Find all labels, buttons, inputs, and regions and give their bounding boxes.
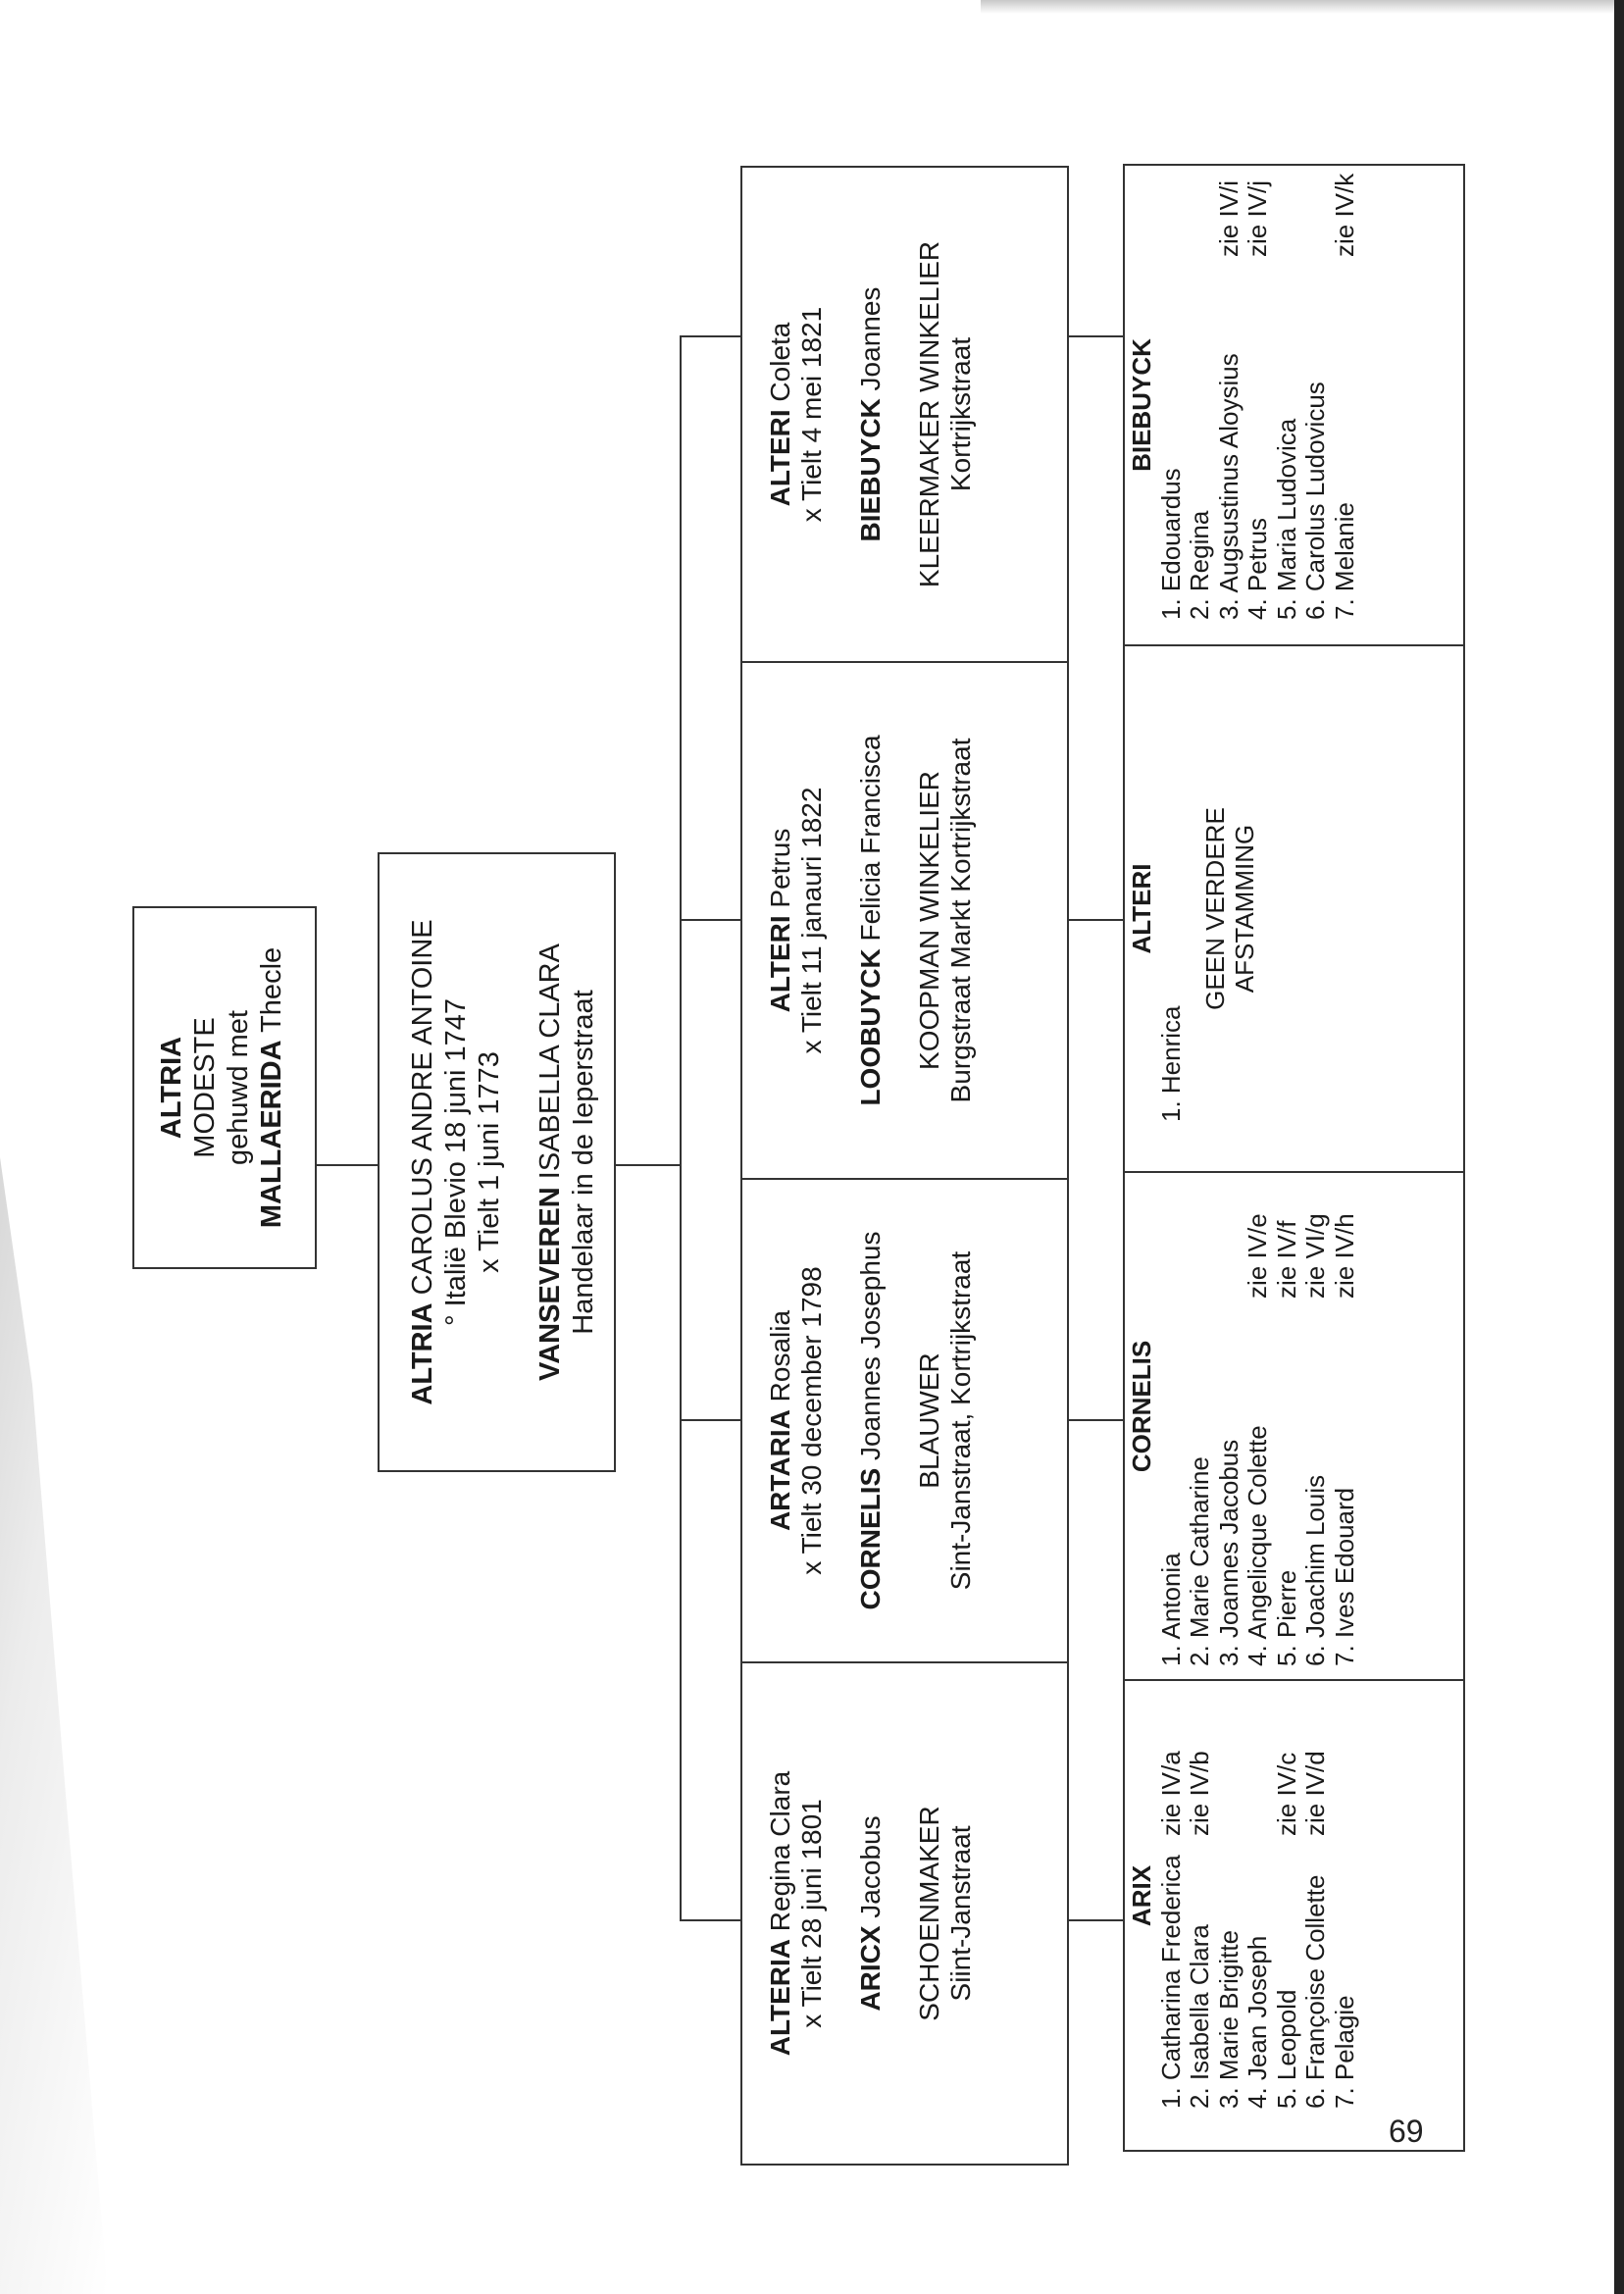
connector-gen3-bar xyxy=(680,335,682,1921)
gen3-2-spouse-surname: CORNELIS xyxy=(855,1467,886,1610)
connector-gen2-trunk xyxy=(616,1164,681,1166)
child-row xyxy=(1301,166,1331,620)
gen4-2-family-name: CORNELIS xyxy=(1127,1340,1156,1473)
gen3-1-married: x Tielt 28 juni 1801 xyxy=(796,1799,827,2028)
child-row xyxy=(1215,166,1244,620)
child-name: 5. Maria Ludovica xyxy=(1271,418,1301,620)
connector-gen3-drop-4 xyxy=(680,335,740,337)
child-ref: zie IV/i xyxy=(1213,179,1243,257)
gen3-3-married: x Tielt 11 janauri 1822 xyxy=(796,787,827,1054)
gen3-3-spouse-first: Felicia Francisca xyxy=(855,735,886,942)
root-surname: ALTRIA xyxy=(156,1036,187,1140)
gen3-couple-3 xyxy=(765,663,977,1178)
child-name: 5. Pierre xyxy=(1271,1569,1301,1666)
gen2-born: ° Italië Blevio 18 juni 1747 xyxy=(440,997,472,1327)
child-row xyxy=(1186,1173,1215,1666)
gen4-family-4 xyxy=(1128,166,1359,644)
gen3-2-address: Sint-Janstraat, Kortrijkstraat xyxy=(945,1250,976,1591)
child-ref: zie IV/e xyxy=(1243,1213,1272,1299)
child-row xyxy=(1273,1681,1302,2109)
connector-gen3-drop-1 xyxy=(680,1919,740,1921)
child-name: 3. Joannes Jacobus xyxy=(1213,1439,1243,1666)
gen4-3-family-name: ALTERI xyxy=(1127,863,1156,954)
gen3-3-surname: ALTERI xyxy=(765,915,795,1013)
child-row xyxy=(1186,1681,1215,2109)
child-row xyxy=(1243,1681,1273,2109)
root-spouse-surname: MALLAERIDA xyxy=(256,1040,287,1229)
child-name: 2. Isabella Clara xyxy=(1185,1924,1214,2109)
gen3-4-surname: ALTERI xyxy=(765,409,795,507)
root-first-name: MODESTE xyxy=(189,1017,221,1158)
connector-gen4-3 xyxy=(1069,919,1123,921)
gen3-1-first: Regina Clara xyxy=(765,1770,795,1932)
gen3-4-spouse-surname: BIEBUYCK xyxy=(855,398,886,542)
gen3-2-married: x Tielt 30 december 1798 xyxy=(796,1266,827,1575)
gen3-couple-4 xyxy=(765,168,977,661)
child-row xyxy=(1273,1173,1302,1666)
gen3-3-address: Burgstraat Markt Kortrijkstraat xyxy=(945,738,976,1103)
child-name: 7. Ives Edouard xyxy=(1329,1487,1359,1666)
gen3-1-spouse-surname: ARICX xyxy=(855,1925,886,2012)
child-ref: zie IV/c xyxy=(1271,1752,1301,1836)
gen3-1-surname: ALTERIA xyxy=(765,1938,795,2057)
child-ref: zie IV/a xyxy=(1155,1751,1186,1836)
child-name: 1. Edouardus xyxy=(1155,468,1186,620)
gen4-4-family-name: BIEBUYCK xyxy=(1127,338,1156,472)
child-row xyxy=(1331,166,1360,620)
root-couple-box xyxy=(132,906,317,1269)
gen2-surname: ALTRIA xyxy=(407,1302,438,1405)
child-name: 1. Henrica xyxy=(1155,1005,1186,1122)
gen4-family-1 xyxy=(1128,1681,1359,2150)
child-ref: zie IV/k xyxy=(1329,173,1359,257)
connector-gen4-2 xyxy=(1069,1419,1123,1421)
child-ref: zie IV/j xyxy=(1243,179,1272,257)
gen3-4-address: Kortrijkstraat xyxy=(945,336,976,492)
gen2-couple-box xyxy=(378,852,616,1472)
child-row xyxy=(1157,1173,1187,1666)
child-row xyxy=(1186,166,1215,620)
child-name: 2. Regina xyxy=(1185,510,1214,620)
gen3-1-address: Siint-Janstraat xyxy=(945,1825,976,2002)
child-name: 3. Marie Brigitte xyxy=(1213,1929,1243,2109)
connector-root-gen2 xyxy=(317,1164,378,1166)
gen3-2-occupation: BLAUWER xyxy=(914,1352,944,1489)
gen2-spouse-first: ISABELLA CLARA xyxy=(534,943,566,1180)
connector-gen3-drop-3 xyxy=(680,919,740,921)
root-married-label: gehuwd met xyxy=(223,1010,254,1165)
gen3-couple-1 xyxy=(765,1663,977,2164)
child-row xyxy=(1301,1173,1331,1666)
gen3-1-spouse-first: Jacobus xyxy=(855,1815,886,1918)
child-row xyxy=(1157,166,1187,620)
child-row xyxy=(1215,1681,1244,2109)
gen3-3-occupation: KOOPMAN WINKELIER xyxy=(914,771,944,1070)
gen3-3-spouse-surname: LOOBUYCK xyxy=(855,948,886,1106)
gen4-1-family-name: ARIX xyxy=(1127,1864,1156,1927)
child-name: 1. Catharina Frederica xyxy=(1155,1855,1186,2109)
gen3-2-surname: ARTARIA xyxy=(765,1409,795,1532)
child-row xyxy=(1157,646,1187,1122)
no-descendants-note: AFSTAMMING xyxy=(1229,824,1259,994)
gen3-couple-2 xyxy=(765,1180,977,1661)
gen2-married: x Tielt 1 juni 1773 xyxy=(474,1051,505,1273)
gen3-4-first: Coleta xyxy=(765,322,795,402)
child-row xyxy=(1331,1173,1360,1666)
child-name: 3. Augsustinus Aloysius xyxy=(1213,353,1243,620)
gen3-3-first: Petrus xyxy=(765,828,795,908)
connector-gen4-4 xyxy=(1069,335,1123,337)
child-row xyxy=(1215,1173,1244,1666)
child-name: 5. Leopold xyxy=(1271,1989,1301,2109)
child-name: 2. Marie Catharine xyxy=(1185,1456,1214,1666)
child-row xyxy=(1273,166,1302,620)
gen3-4-occupation: KLEERMAKER WINKELIER xyxy=(914,240,944,588)
gen2-name: CAROLUS ANDRE ANTOINE xyxy=(407,919,438,1296)
child-ref: zie IV/b xyxy=(1185,1751,1214,1836)
gen4-family-2 xyxy=(1128,1173,1359,1679)
child-row xyxy=(1243,166,1273,620)
connector-gen4-1 xyxy=(1069,1919,1123,1921)
child-name: 4. Angelicque Colette xyxy=(1243,1425,1272,1666)
gen3-2-spouse-first: Joannes Josephus xyxy=(855,1231,886,1461)
child-name: 7. Melanie xyxy=(1329,502,1359,620)
child-name: 6. Carolus Ludovicus xyxy=(1300,382,1330,620)
child-ref: zie VI/g xyxy=(1300,1213,1330,1299)
gen3-4-spouse-first: Joannes xyxy=(855,286,886,391)
child-name: 6. Joachim Louis xyxy=(1300,1474,1330,1666)
child-row xyxy=(1301,1681,1331,2109)
gen2-occupation: Handelaar in de Ieperstraat xyxy=(568,990,599,1335)
gen3-1-occupation: SCHOENMAKER xyxy=(914,1806,944,2021)
child-name: 7. Pelagie xyxy=(1329,1995,1359,2109)
child-ref: zie IV/f xyxy=(1271,1220,1301,1299)
gen3-4-married: x Tielt 4 mei 1821 xyxy=(796,306,827,523)
child-ref: zie IV/h xyxy=(1329,1213,1359,1299)
child-ref: zie IV/d xyxy=(1300,1751,1330,1836)
gen2-spouse-surname: VANSEVEREN xyxy=(534,1187,566,1381)
child-name: 6. Françoise Collette xyxy=(1300,1874,1330,2109)
child-name: 1. Antonia xyxy=(1155,1553,1186,1666)
child-name: 4. Jean Joseph xyxy=(1243,1935,1272,2109)
child-row xyxy=(1331,1681,1360,2109)
child-name: 4. Petrus xyxy=(1243,517,1272,620)
page-number: 69 xyxy=(1389,2114,1424,2149)
root-spouse-first: Thecle xyxy=(256,946,287,1033)
gen4-family-3 xyxy=(1128,646,1259,1171)
child-row xyxy=(1243,1173,1273,1666)
connector-gen3-drop-2 xyxy=(680,1419,740,1421)
gen3-2-first: Rosalia xyxy=(765,1309,795,1402)
child-row xyxy=(1157,1681,1187,2109)
no-descendants-note: GEEN VERDERE xyxy=(1200,807,1230,1010)
